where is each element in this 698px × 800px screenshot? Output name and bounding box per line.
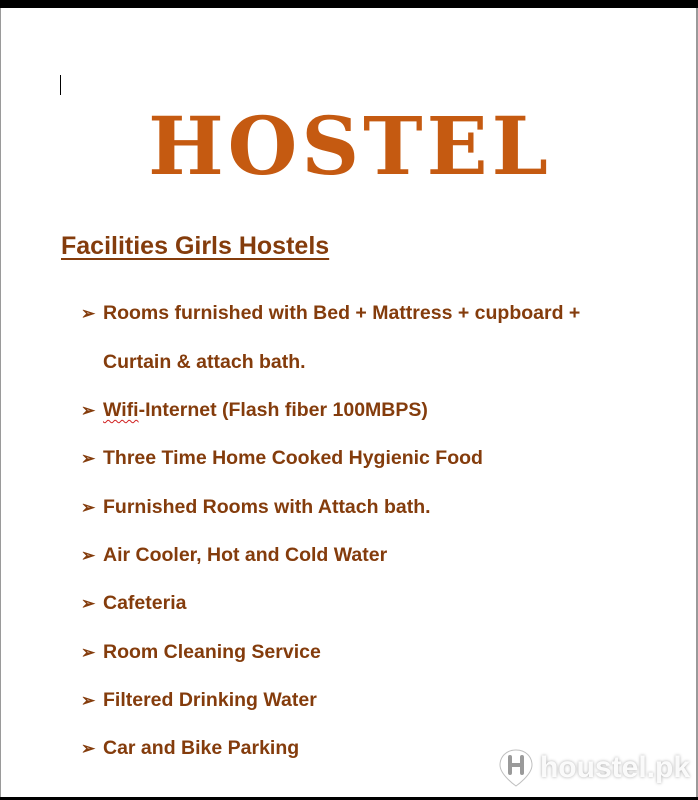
document-page xyxy=(0,8,698,797)
arrow-bullet-icon: ➢ xyxy=(81,401,96,420)
watermark-text: houstel.pk xyxy=(539,751,690,784)
list-item-text: Air Cooler, Hot and Cold Water xyxy=(103,544,388,566)
arrow-bullet-icon: ➢ xyxy=(81,546,96,565)
arrow-bullet-icon: ➢ xyxy=(81,691,96,710)
list-item-text: Furnished Rooms with Attach bath. xyxy=(103,496,431,518)
list-item-text: Room Cleaning Service xyxy=(103,641,321,663)
list-item-text: Rooms furnished with Bed + Mattress + cupboard + xyxy=(103,302,581,324)
list-item xyxy=(81,736,299,761)
text-cursor xyxy=(60,75,61,95)
list-item xyxy=(81,591,186,616)
list-item xyxy=(81,301,580,326)
arrow-bullet-icon: ➢ xyxy=(81,594,96,613)
arrow-bullet-icon: ➢ xyxy=(81,498,96,517)
list-item xyxy=(81,398,428,423)
list-item xyxy=(81,495,431,520)
section-heading: Facilities Girls Hostels xyxy=(61,232,330,260)
map-pin-h-icon xyxy=(498,748,534,788)
list-item-text: Three Time Home Cooked Hygienic Food xyxy=(103,447,483,469)
arrow-bullet-icon: ➢ xyxy=(81,739,96,758)
arrow-bullet-icon: ➢ xyxy=(81,643,96,662)
list-item xyxy=(81,640,321,665)
list-item-continuation xyxy=(103,350,306,374)
arrow-bullet-icon: ➢ xyxy=(81,449,96,468)
spellcheck-word: Wifi xyxy=(103,399,139,421)
list-item xyxy=(81,688,317,713)
page-title: HOSTEL xyxy=(148,99,552,193)
list-item-text: Filtered Drinking Water xyxy=(103,689,317,711)
arrow-bullet-icon: ➢ xyxy=(81,304,96,323)
list-item xyxy=(81,446,483,471)
list-item-text: Car and Bike Parking xyxy=(103,737,300,759)
list-item-text: Curtain & attach bath. xyxy=(103,351,306,373)
list-item-text: Cafeteria xyxy=(103,592,187,614)
watermark xyxy=(498,748,690,788)
list-item-text: -Internet (Flash fiber 100MBPS) xyxy=(138,399,428,421)
list-item xyxy=(81,543,387,568)
